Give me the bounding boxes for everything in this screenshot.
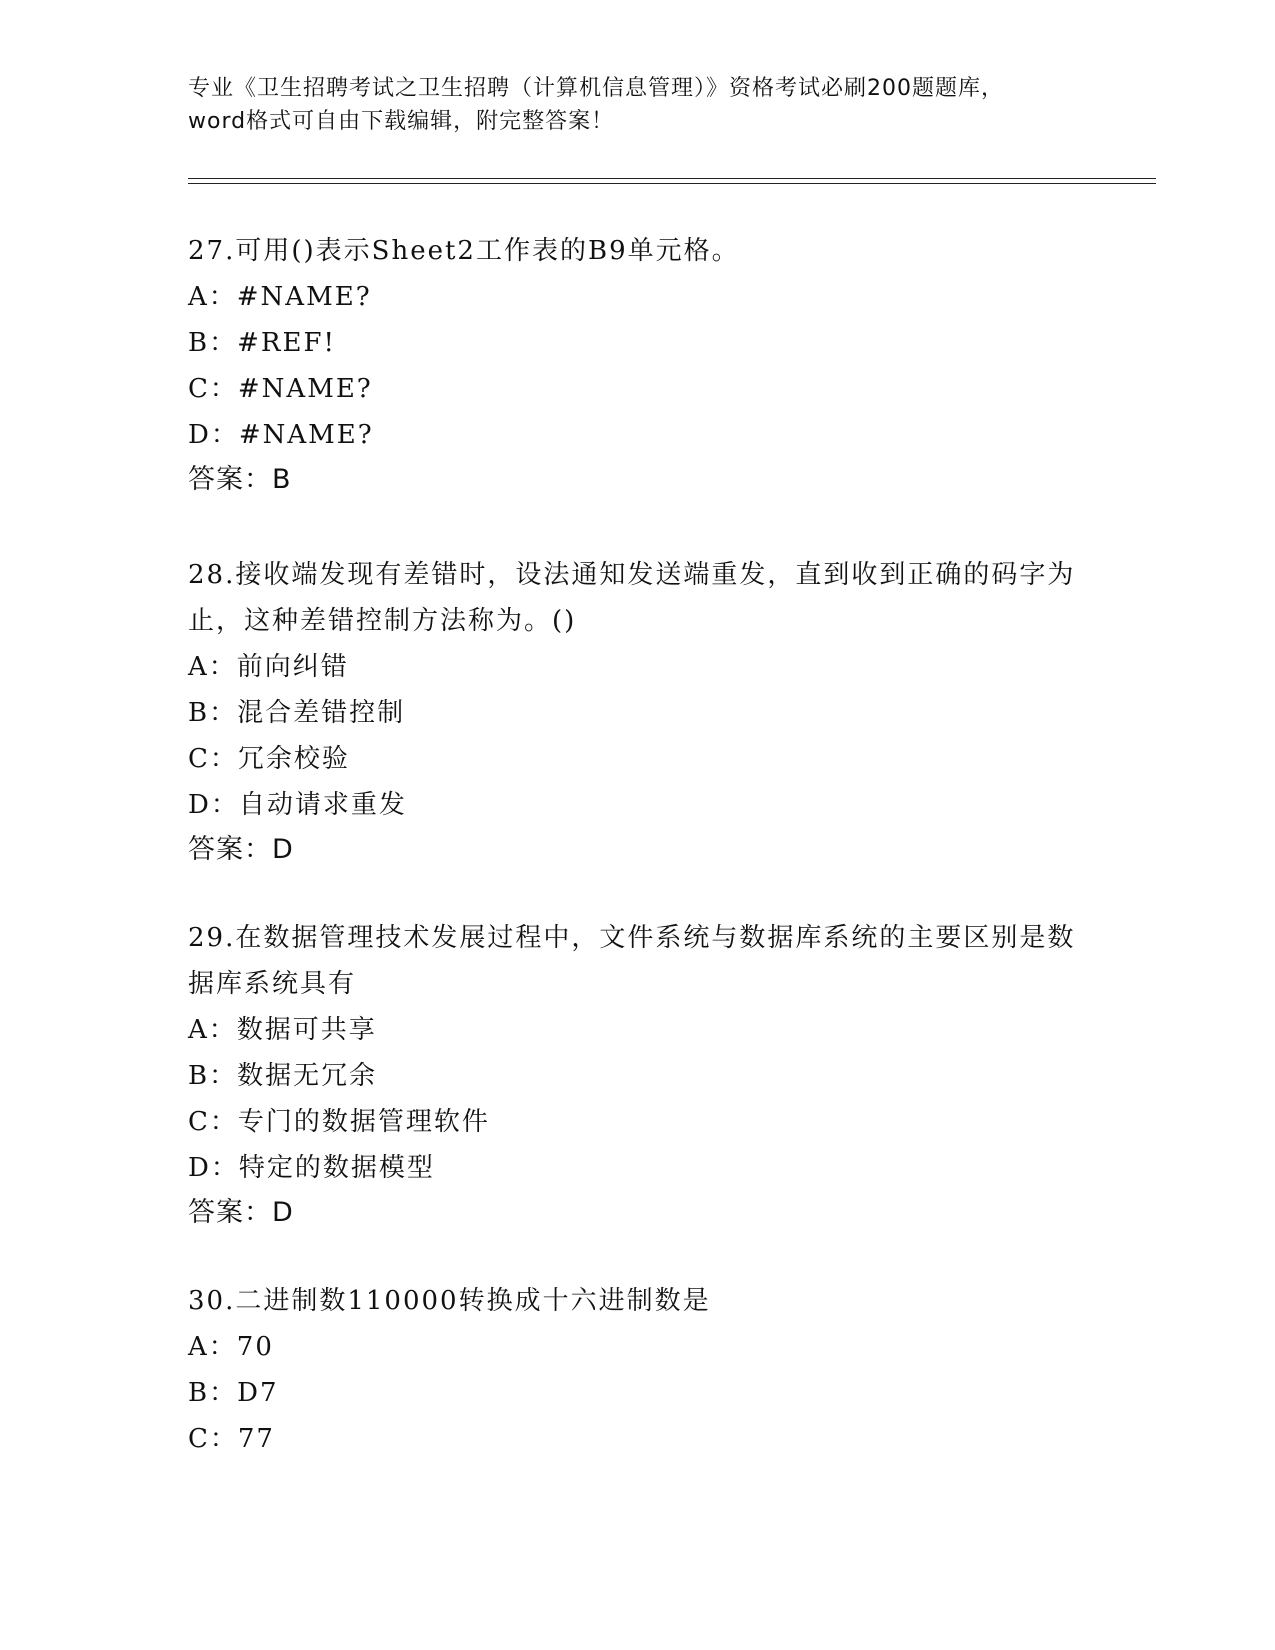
- question-29: [188, 915, 1088, 1235]
- question-27: [188, 228, 1088, 502]
- question-title: 28.接收端发现有差错时，设法通知发送端重发，直到收到正确的码字为止，这种差错控制方法称为。(): [188, 560, 1076, 636]
- option-c: C：77: [188, 1424, 275, 1454]
- question-28: [188, 552, 1088, 872]
- header-divider-top: [188, 178, 1156, 179]
- option-a: A：数据可共享: [188, 1015, 377, 1045]
- option-a: A：70: [188, 1332, 274, 1362]
- option-a: A：#NAME?: [188, 282, 372, 312]
- option-b: B：混合差错控制: [188, 698, 406, 728]
- option-c: C：#NAME?: [188, 374, 373, 404]
- option-a: A：前向纠错: [188, 652, 349, 682]
- option-d: D：自动请求重发: [188, 790, 407, 820]
- option-c: C：冗余校验: [188, 744, 350, 774]
- document-header: [188, 72, 1088, 138]
- answer: 答案：D: [188, 834, 294, 865]
- answer: 答案：D: [188, 1197, 294, 1228]
- header-line-2: word格式可自由下载编辑，附完整答案！: [188, 109, 615, 134]
- question-title: 27.可用()表示Sheet2工作表的B9单元格。: [188, 236, 740, 266]
- question-title: 30.二进制数110000转换成十六进制数是: [188, 1286, 711, 1316]
- header-line-1: 专业《卫生招聘考试之卫生招聘（计算机信息管理）》资格考试必刷200题题库，: [188, 76, 1004, 101]
- option-b: B：D7: [188, 1378, 279, 1408]
- option-b: B：#REF!: [188, 328, 336, 358]
- question-30: [188, 1278, 1088, 1462]
- question-title: 29.在数据管理技术发展过程中，文件系统与数据库系统的主要区别是数据库系统具有: [188, 923, 1076, 999]
- option-d: D：#NAME?: [188, 420, 374, 450]
- answer: 答案：B: [188, 464, 292, 495]
- option-d: D：特定的数据模型: [188, 1153, 435, 1183]
- option-b: B：数据无冗余: [188, 1061, 378, 1091]
- header-divider-bottom: [188, 183, 1156, 184]
- option-c: C：专门的数据管理软件: [188, 1107, 490, 1137]
